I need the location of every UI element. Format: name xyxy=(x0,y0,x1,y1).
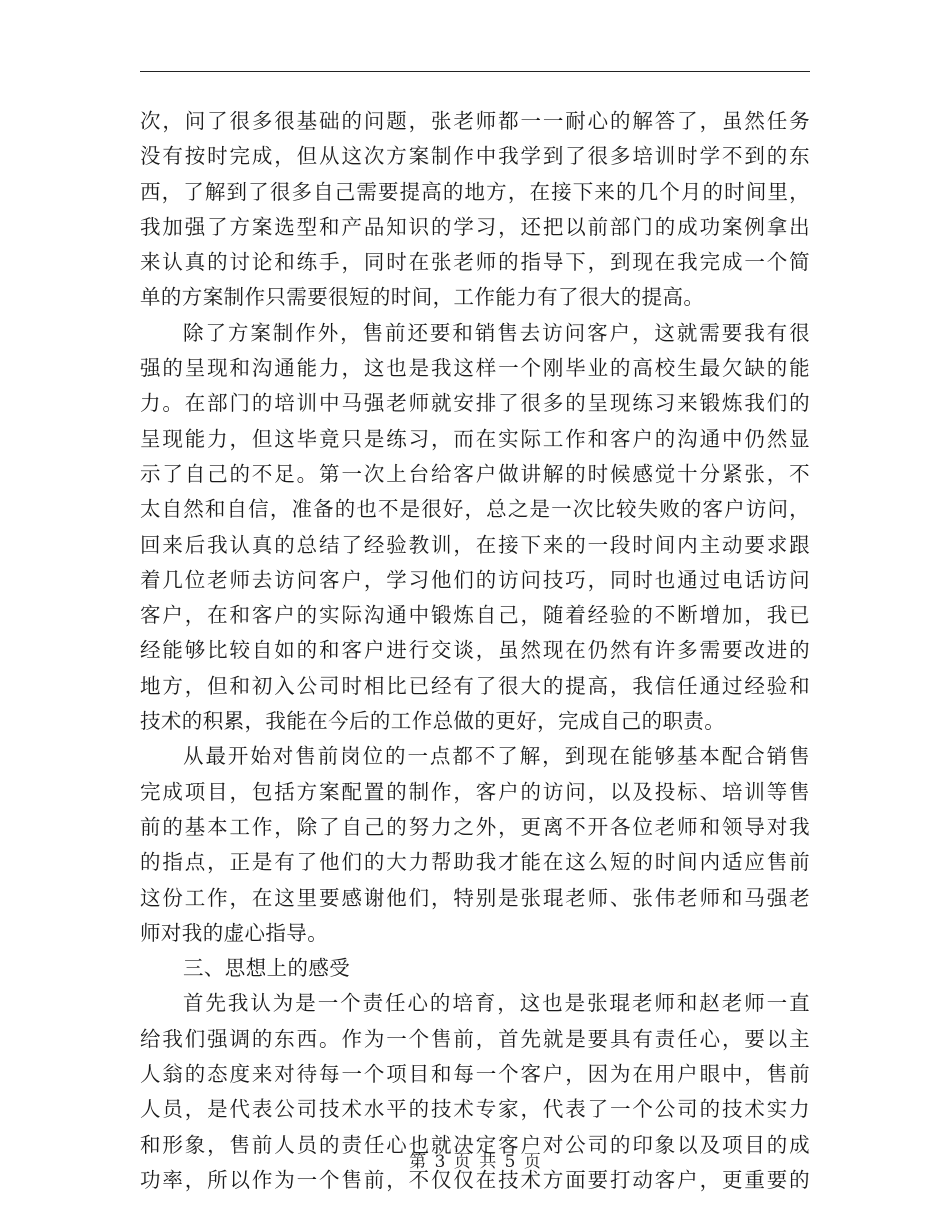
text-line: 示了自己的不足。第一次上台给客户做讲解的时候感觉十分紧张，不 xyxy=(140,461,810,486)
paragraph xyxy=(140,951,810,986)
text-line: 地方，但和初入公司时相比已经有了很大的提高，我信任通过经验和 xyxy=(140,673,810,698)
document-body xyxy=(140,104,810,1198)
text-line: 我加强了方案选型和产品知识的学习，还把以前部门的成功案例拿出 xyxy=(140,214,810,239)
header-rule xyxy=(140,71,810,72)
text-line: 的指点，正是有了他们的大力帮助我才能在这么短的时间内适应售前 xyxy=(140,850,810,875)
text-line: 着几位老师去访问客户，学习他们的访问技巧，同时也通过电话访问 xyxy=(140,567,810,592)
text-line: 西，了解到了很多自己需要提高的地方，在接下来的几个月的时间里， xyxy=(140,179,810,204)
text-line: 和形象，售前人员的责任心也就决定客户对公司的印象以及项目的成 xyxy=(140,1132,810,1157)
text-line: 没有按时完成，但从这次方案制作中我学到了很多培训时学不到的东 xyxy=(140,144,810,169)
text-line: 技术的积累，我能在今后的工作总做的更好，完成自己的职责。 xyxy=(140,709,726,734)
text-line: 来认真的讨论和练手，同时在张老师的指导下，到现在我完成一个简 xyxy=(140,250,810,275)
paragraph xyxy=(140,316,810,740)
text-line: 首先我认为是一个责任心的培育，这也是张琨老师和赵老师一直 xyxy=(183,991,810,1016)
text-line: 力。在部门的培训中马强老师就安排了很多的呈现练习来锻炼我们的 xyxy=(140,391,810,416)
text-line: 这份工作，在这里要感谢他们，特别是张琨老师、张伟老师和马强老 xyxy=(140,885,810,910)
text-line: 给我们强调的东西。作为一个售前，首先就是要具有责任心，要以主 xyxy=(140,1026,810,1051)
paragraph xyxy=(140,739,810,951)
text-line: 人员，是代表公司技术水平的技术专家，代表了一个公司的技术实力 xyxy=(140,1097,810,1122)
text-line: 前的基本工作，除了自己的努力之外，更离不开各位老师和领导对我 xyxy=(140,814,810,839)
text-line: 呈现能力，但这毕竟只是练习，而在实际工作和客户的沟通中仍然显 xyxy=(140,426,810,451)
text-line: 次，问了很多很基础的问题，张老师都一一耐心的解答了，虽然任务 xyxy=(140,109,810,133)
text-line: 完成项目，包括方案配置的制作，客户的访问，以及投标、培训等售 xyxy=(140,779,810,804)
text-line: 师对我的虚心指导。 xyxy=(140,920,329,945)
text-line: 从最开始对售前岗位的一点都不了解，到现在能够基本配合销售 xyxy=(183,744,810,769)
text-line: 客户，在和客户的实际沟通中锻炼自己，随着经验的不断增加，我已 xyxy=(140,603,810,628)
text-line: 人翁的态度来对待每一个项目和每一个客户，因为在用户眼中，售前 xyxy=(140,1062,810,1087)
text-line: 太自然和自信，准备的也不是很好，总之是一次比较失败的客户访问， xyxy=(140,497,810,522)
text-line: 功率，所以作为一个售前，不仅仅在技术方面要打动客户，更重要的 xyxy=(140,1167,810,1192)
text-line: 单的方案制作只需要很短的时间，工作能力有了很大的提高。 xyxy=(140,285,705,310)
paragraph xyxy=(140,104,810,316)
text-line: 回来后我认真的总结了经验教训，在接下来的一段时间内主动要求跟 xyxy=(140,532,810,557)
text-line: 经能够比较自如的和客户进行交谈，虽然现在仍然有许多需要改进的 xyxy=(140,638,810,663)
page-number-footer: 第 3 页 共 5 页 xyxy=(409,1152,541,1172)
text-line: 强的呈现和沟通能力，这也是我这样一个刚毕业的高校生最欠缺的能 xyxy=(140,356,810,381)
text-line: 三、思想上的感受 xyxy=(183,956,351,981)
text-line: 除了方案制作外，售前还要和销售去访问客户，这就需要我有很 xyxy=(183,320,810,345)
